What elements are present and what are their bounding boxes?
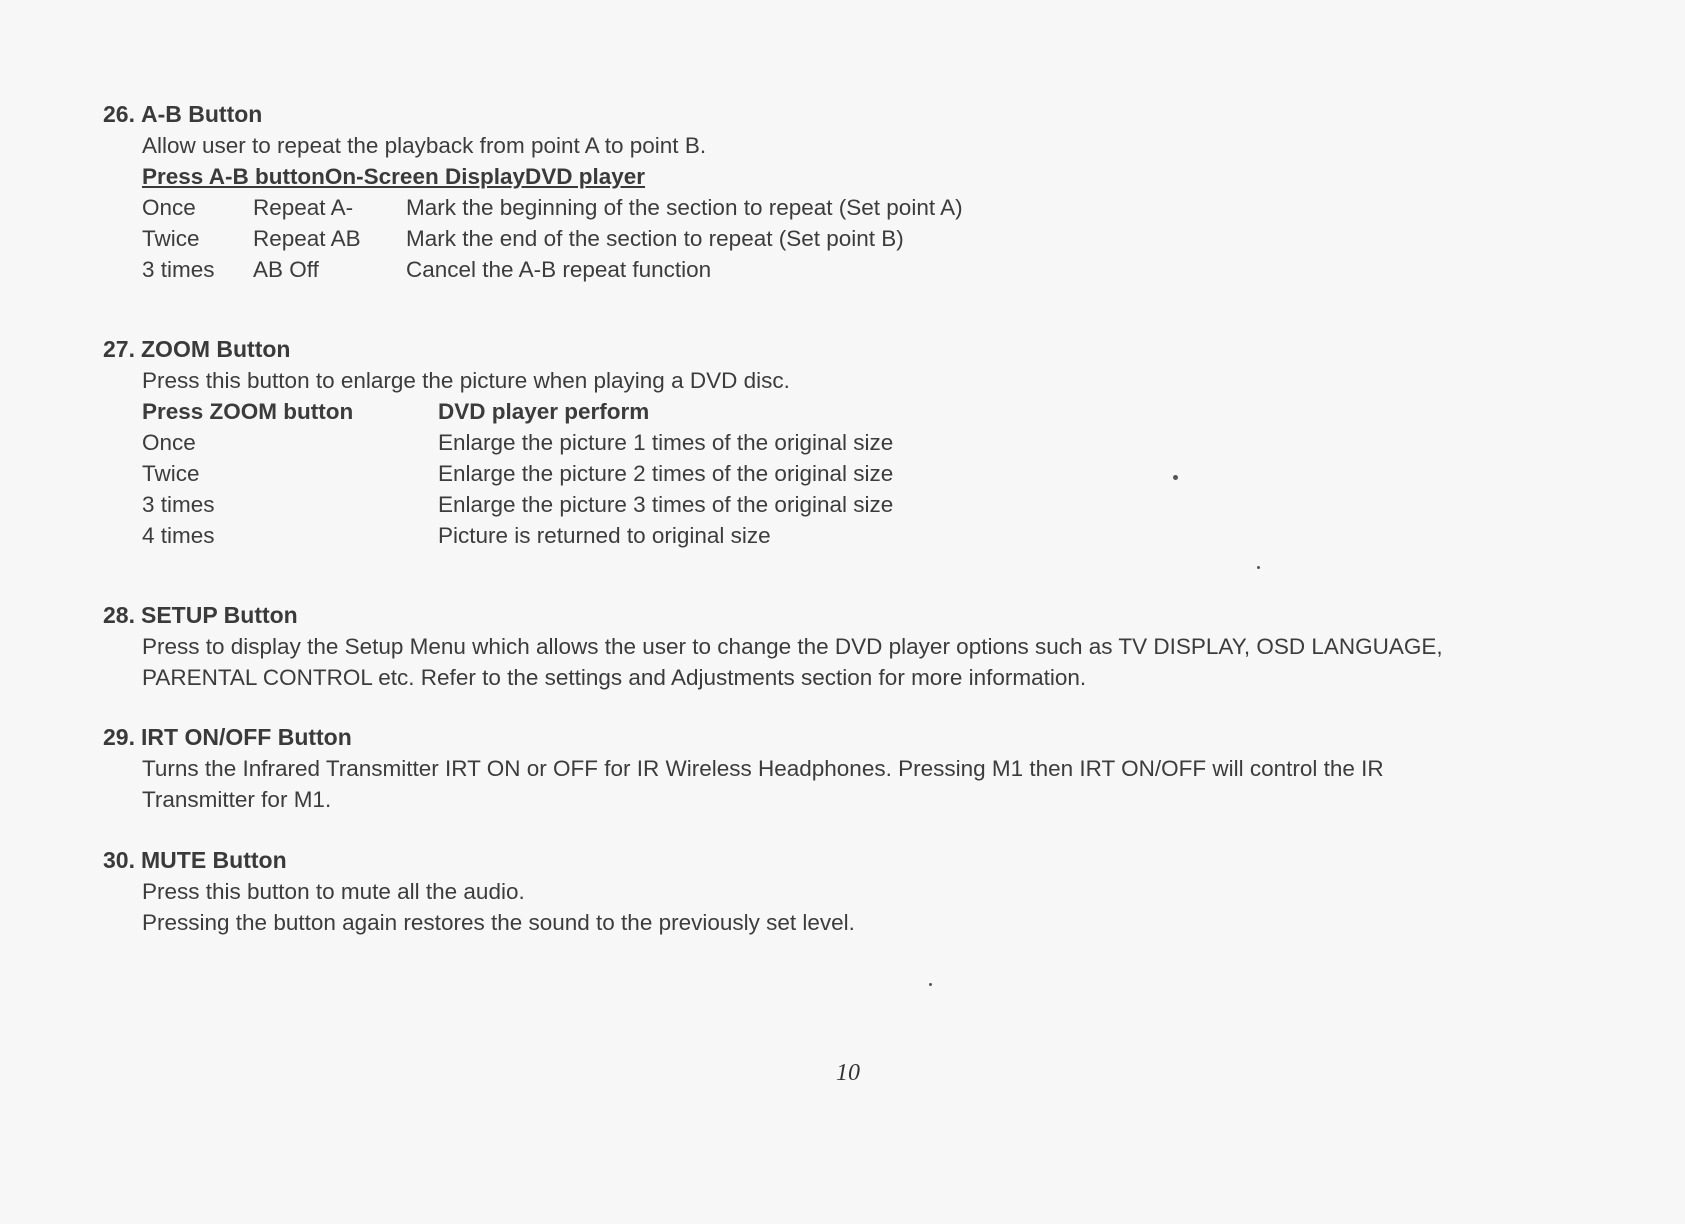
scan-speck	[1173, 475, 1178, 480]
player-action: Picture is returned to original size	[438, 523, 771, 548]
press-count: 3 times	[142, 492, 215, 517]
section-setup-button	[103, 600, 1443, 693]
paragraph-line: Transmitter for M1.	[142, 787, 332, 812]
player-action: Enlarge the picture 2 times of the original size	[438, 461, 894, 486]
section-title	[103, 600, 1443, 631]
press-count: 3 times	[142, 257, 215, 282]
section-heading: ZOOM Button	[141, 336, 291, 362]
section-zoom-button	[103, 334, 894, 551]
on-screen-display: Repeat A-	[253, 195, 354, 220]
table-row	[142, 520, 790, 551]
table-row	[142, 489, 894, 520]
press-count: 4 times	[142, 523, 215, 548]
paragraph-line: PARENTAL CONTROL etc. Refer to the settings and Adjustments section for more information.	[142, 665, 1087, 690]
section-irt-button	[103, 722, 1384, 815]
section-ab-button	[103, 99, 963, 285]
section-title	[103, 722, 1384, 753]
table-row	[142, 223, 904, 254]
section-heading: IRT ON/OFF Button	[141, 724, 352, 750]
section-description: Allow user to repeat the playback from point A to point B.	[142, 133, 707, 158]
press-count: Twice	[142, 226, 200, 251]
paragraph-line: Press to display the Setup Menu which allows the user to change the DVD player options such as TV DISPLAY, OSD LANGUAGE,	[142, 634, 1443, 659]
on-screen-display: AB Off	[253, 257, 319, 282]
section-heading: A-B Button	[141, 101, 263, 127]
section-number: 29.	[103, 724, 135, 750]
press-count: Once	[142, 195, 196, 220]
section-description: Press this button to enlarge the picture when playing a DVD disc.	[142, 368, 790, 393]
section-title	[103, 334, 790, 365]
section-title	[103, 99, 706, 130]
player-action: Mark the end of the section to repeat (Set point B)	[406, 226, 904, 251]
on-screen-display: Repeat AB	[253, 226, 361, 251]
paragraph-line: Turns the Infrared Transmitter IRT ON or OFF for IR Wireless Headphones. Pressing M1 then IRT ON/OFF will control the IR	[142, 756, 1384, 781]
player-action: Enlarge the picture 3 times of the original size	[438, 492, 894, 517]
header-perform: DVD player perform	[438, 399, 650, 424]
press-count: Twice	[142, 461, 200, 486]
scan-speck	[929, 983, 932, 986]
section-heading: SETUP Button	[141, 602, 298, 628]
table-header	[142, 396, 790, 427]
section-number: 26.	[103, 101, 135, 127]
table-row	[142, 192, 963, 223]
section-title	[103, 845, 855, 876]
press-count: Once	[142, 430, 196, 455]
table-row	[142, 254, 712, 285]
section-heading: MUTE Button	[141, 847, 287, 873]
section-number: 30.	[103, 847, 135, 873]
player-action: Enlarge the picture 1 times of the original size	[438, 430, 894, 455]
section-number: 28.	[103, 602, 135, 628]
scan-speck	[1257, 566, 1260, 569]
table-row	[142, 427, 894, 458]
section-number: 27.	[103, 336, 135, 362]
table-header: Press A-B buttonOn-Screen DisplayDVD player	[142, 164, 646, 189]
paragraph-line: Press this button to mute all the audio.	[142, 879, 525, 904]
player-action: Mark the beginning of the section to repeat (Set point A)	[406, 195, 963, 220]
paragraph-line: Pressing the button again restores the sound to the previously set level.	[142, 910, 855, 935]
player-action: Cancel the A-B repeat function	[406, 257, 712, 282]
section-mute-button	[103, 845, 855, 938]
header-press: Press ZOOM button	[142, 399, 354, 424]
table-row	[142, 458, 894, 489]
page-number: 10	[836, 1060, 860, 1086]
